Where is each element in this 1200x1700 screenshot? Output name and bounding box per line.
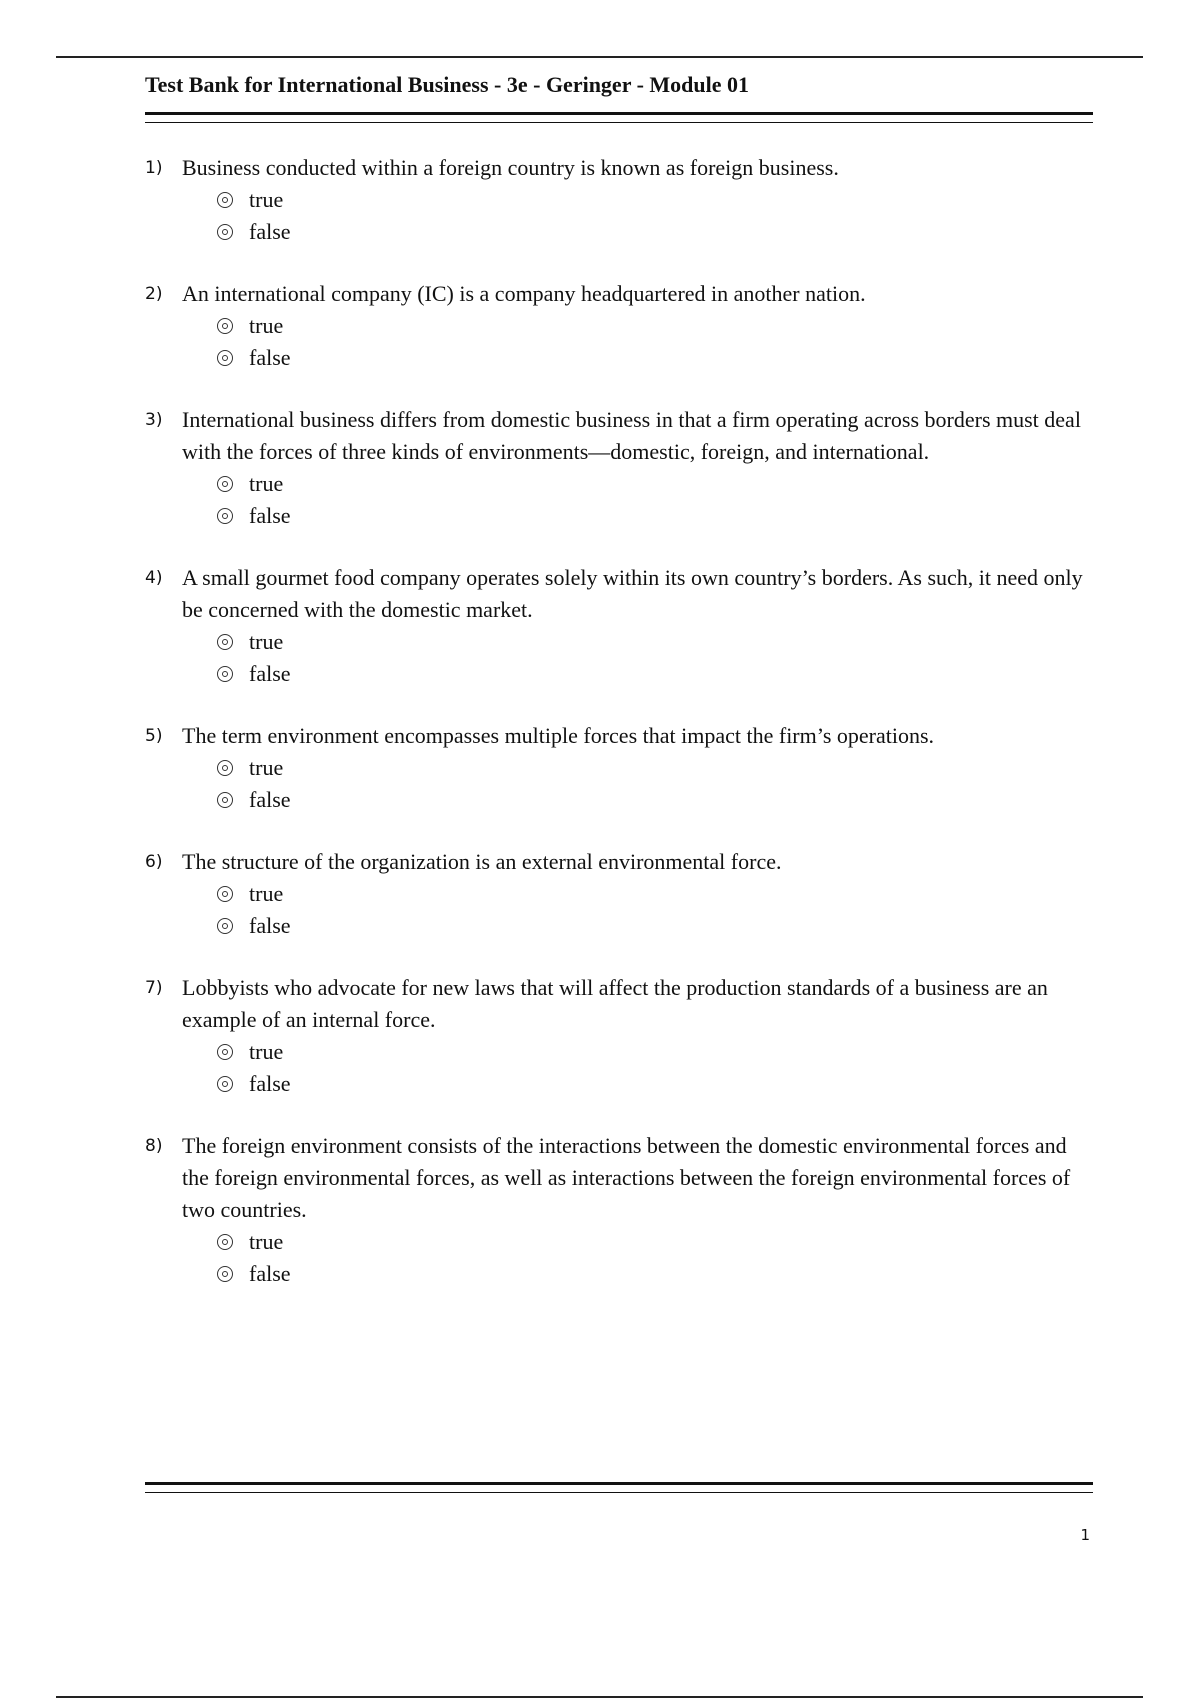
option-label: false — [249, 503, 291, 528]
answer-options — [182, 310, 1093, 374]
radio-icon[interactable] — [217, 666, 233, 682]
answer-options — [182, 626, 1093, 690]
option-true[interactable] — [217, 752, 1093, 784]
radio-icon[interactable] — [217, 1076, 233, 1092]
answer-options — [182, 1036, 1093, 1100]
radio-icon[interactable] — [217, 1044, 233, 1060]
option-true[interactable] — [217, 626, 1093, 658]
question-item — [145, 720, 1093, 816]
option-label: true — [249, 471, 284, 496]
answer-options — [182, 184, 1093, 248]
question-item — [145, 846, 1093, 942]
question-text: An international company (IC) is a company headquartered in another nation. — [182, 281, 866, 306]
option-false[interactable] — [217, 216, 1093, 248]
question-item — [145, 278, 1093, 374]
option-false[interactable] — [217, 342, 1093, 374]
answer-options — [182, 878, 1093, 942]
answer-options — [182, 1226, 1093, 1290]
question-text: The term environment encompasses multiple forces that impact the firm’s operations. — [182, 723, 935, 748]
option-false[interactable] — [217, 910, 1093, 942]
question-item — [145, 152, 1093, 248]
option-false[interactable] — [217, 500, 1093, 532]
question-number: 1) — [145, 158, 163, 178]
question-text: Lobbyists who advocate for new laws that will affect the production standards of a business are an example of an internal force. — [182, 975, 1048, 1032]
option-label: false — [249, 1261, 291, 1286]
radio-icon[interactable] — [217, 634, 233, 650]
question-number: 8) — [145, 1136, 163, 1156]
option-label: false — [249, 345, 291, 370]
option-label: true — [249, 1229, 284, 1254]
page-number: 1 — [1080, 1526, 1090, 1544]
radio-icon[interactable] — [217, 508, 233, 524]
radio-icon[interactable] — [217, 792, 233, 808]
option-label: true — [249, 187, 284, 212]
option-label: true — [249, 755, 284, 780]
radio-icon[interactable] — [217, 350, 233, 366]
question-list — [145, 152, 1093, 1320]
question-text: The structure of the organization is an external environmental force. — [182, 849, 782, 874]
option-label: true — [249, 1039, 284, 1064]
option-label: false — [249, 1071, 291, 1096]
question-text: International business differs from domestic business in that a firm operating across borders must deal with the forces of three kinds of environments—domestic, foreign, and international. — [182, 407, 1081, 464]
option-false[interactable] — [217, 1258, 1093, 1290]
radio-icon[interactable] — [217, 1266, 233, 1282]
question-number: 6) — [145, 852, 163, 872]
question-text: A small gourmet food company operates solely within its own country’s borders. As such, it need only be concerned with the domestic market. — [182, 565, 1083, 622]
option-true[interactable] — [217, 1036, 1093, 1068]
question-item — [145, 1130, 1093, 1290]
option-false[interactable] — [217, 784, 1093, 816]
radio-icon[interactable] — [217, 224, 233, 240]
option-false[interactable] — [217, 1068, 1093, 1100]
answer-options — [182, 752, 1093, 816]
option-true[interactable] — [217, 1226, 1093, 1258]
page-top-border — [56, 56, 1143, 58]
option-true[interactable] — [217, 468, 1093, 500]
question-item — [145, 404, 1093, 532]
question-number: 5) — [145, 726, 163, 746]
document-title: Test Bank for International Business - 3e - Geringer - Module 01 — [145, 72, 750, 97]
question-number: 2) — [145, 284, 163, 304]
question-number: 3) — [145, 410, 163, 430]
radio-icon[interactable] — [217, 918, 233, 934]
question-text: Business conducted within a foreign country is known as foreign business. — [182, 155, 839, 180]
footer-divider — [145, 1482, 1093, 1493]
option-label: false — [249, 219, 291, 244]
option-label: true — [249, 881, 284, 906]
option-true[interactable] — [217, 878, 1093, 910]
question-text: The foreign environment consists of the interactions between the domestic environmental forces and the foreign environmental forces, as well as interactions between the foreign environmental forces of two countries. — [182, 1133, 1071, 1222]
page-header — [145, 70, 1093, 123]
radio-icon[interactable] — [217, 318, 233, 334]
radio-icon[interactable] — [217, 192, 233, 208]
option-label: true — [249, 313, 284, 338]
radio-icon[interactable] — [217, 1234, 233, 1250]
header-divider — [145, 112, 1093, 123]
option-label: false — [249, 913, 291, 938]
radio-icon[interactable] — [217, 760, 233, 776]
option-label: false — [249, 787, 291, 812]
option-label: false — [249, 661, 291, 686]
question-item — [145, 972, 1093, 1100]
question-number: 4) — [145, 568, 163, 588]
option-false[interactable] — [217, 658, 1093, 690]
radio-icon[interactable] — [217, 886, 233, 902]
page-bottom-border — [56, 1696, 1143, 1698]
answer-options — [182, 468, 1093, 532]
option-true[interactable] — [217, 184, 1093, 216]
page-footer — [145, 1482, 1093, 1493]
option-true[interactable] — [217, 310, 1093, 342]
radio-icon[interactable] — [217, 476, 233, 492]
question-number: 7) — [145, 978, 163, 998]
question-item — [145, 562, 1093, 690]
option-label: true — [249, 629, 284, 654]
